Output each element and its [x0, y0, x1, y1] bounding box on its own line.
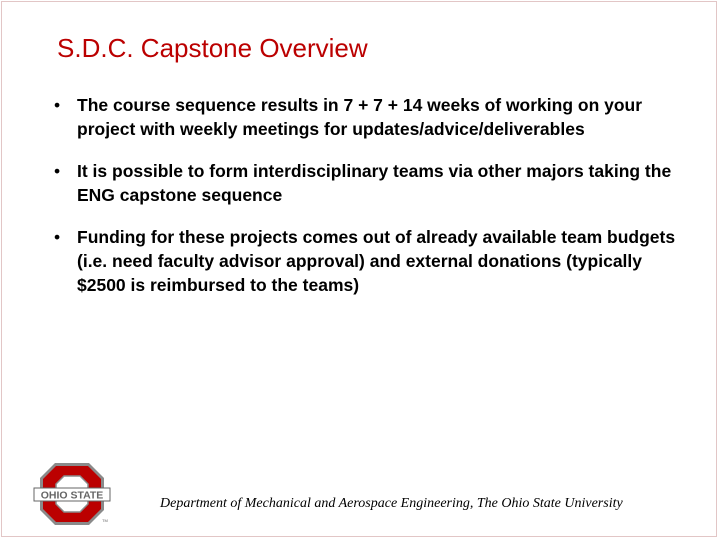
footer-department: Department of Mechanical and Aerospace Engineering, The Ohio State University	[160, 496, 623, 511]
bullet-item	[54, 159, 694, 207]
bullet-item	[54, 93, 694, 141]
bullet-marker: •	[54, 227, 61, 247]
bullet-list	[54, 93, 694, 315]
bullet-marker: •	[54, 161, 61, 181]
slide-title: S.D.C. Capstone Overview	[57, 33, 368, 63]
bullet-text: The course sequence results in 7 + 7 + 14 weeks of working on your project with weekly meetings for updates/advice/deliverables	[77, 95, 643, 139]
bullet-text: Funding for these projects comes out of already available team budgets (i.e. need faculty advisor approval) and external donations (typically $2500 is reimbursed to the teams)	[77, 227, 676, 295]
logo-wordmark: OHIO STATE	[40, 489, 104, 502]
bullet-marker: •	[54, 95, 61, 115]
bullet-item	[54, 225, 694, 297]
ohio-state-logo-icon	[33, 462, 111, 526]
bullet-text: It is possible to form interdisciplinary teams via other majors taking the ENG capstone sequence	[77, 161, 672, 205]
logo-trademark: TM	[102, 518, 108, 523]
